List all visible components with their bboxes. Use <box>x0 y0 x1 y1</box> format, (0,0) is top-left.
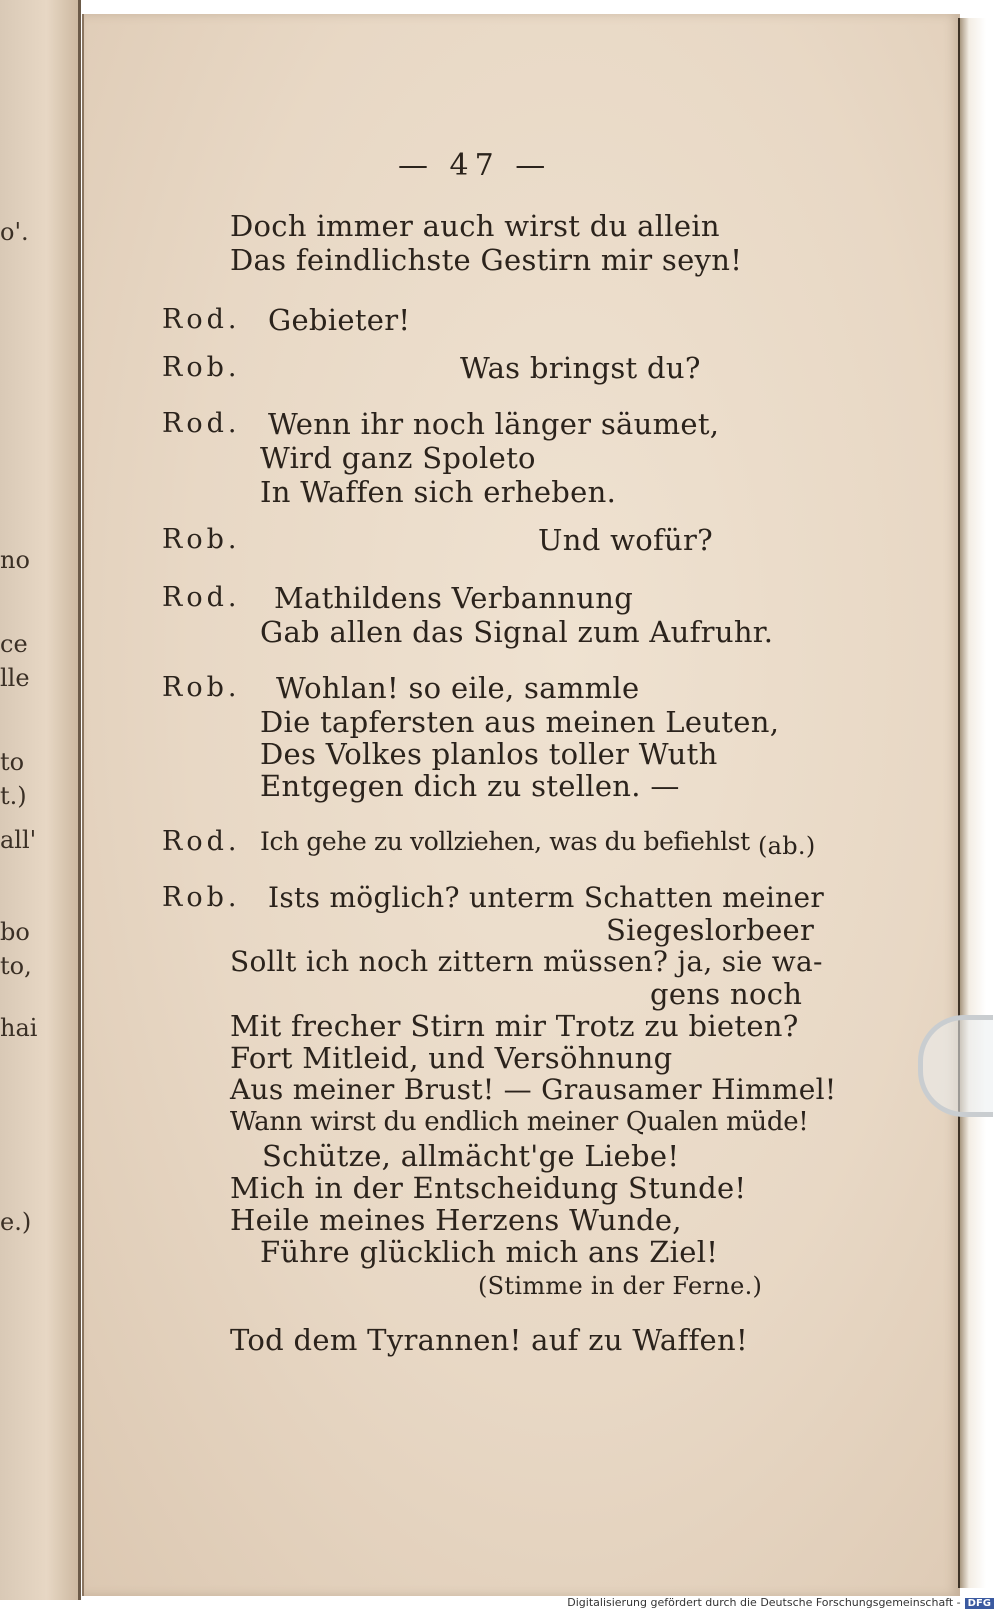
stage-direction: (Stimme in der Ferne.) <box>478 1272 763 1300</box>
dfg-logo: DFG <box>965 1598 994 1609</box>
facing-page-edge <box>0 0 81 1600</box>
margin-fragment: lle <box>0 664 30 692</box>
speaker-label: Rob. <box>162 672 241 703</box>
verse-line: Heile meines Herzens Wunde, <box>230 1203 682 1237</box>
stage-direction: (ab.) <box>758 832 816 860</box>
margin-fragment: no <box>0 546 30 574</box>
verse-line: Mathildens Verbannung <box>274 581 634 615</box>
verse-line: Schütze, allmächt'ge Liebe! <box>262 1139 680 1173</box>
speaker-label: Rob. <box>162 352 241 383</box>
verse-line: Führe glücklich mich ans Ziel! <box>260 1235 719 1269</box>
margin-fragment: ce <box>0 630 28 658</box>
verse-line: Fort Mitleid, und Versöhnung <box>230 1041 673 1075</box>
verse-line: Entgegen dich zu stellen. — <box>260 769 680 803</box>
speaker-label: Rod. <box>162 826 241 857</box>
verse-line: Das feindlichste Gestirn mir seyn! <box>230 243 743 277</box>
verse-line: Was bringst du? <box>460 351 701 385</box>
verse-line: Gebieter! <box>268 303 411 337</box>
page-stack-edge <box>958 18 986 1588</box>
verse-line: Doch immer auch wirst du allein <box>230 209 720 243</box>
margin-fragment: to, <box>0 952 32 980</box>
verse-line: In Waffen sich erheben. <box>260 475 617 509</box>
margin-fragment: e.) <box>0 1208 32 1236</box>
verse-line: Des Volkes planlos toller Wuth <box>260 737 718 771</box>
margin-fragment: bo <box>0 918 30 946</box>
verse-line: Die tapfersten aus meinen Leuten, <box>260 705 780 739</box>
speaker-label: Rod. <box>162 582 241 613</box>
verse-line: Wenn ihr noch länger säumet, <box>268 407 720 441</box>
verse-line: Wann wirst du endlich meiner Qualen müde! <box>230 1107 809 1137</box>
speaker-label: Rob. <box>162 524 241 555</box>
verse-line: Ists möglich? unterm Schatten meiner <box>268 881 825 914</box>
speaker-label: Rod. <box>162 408 241 439</box>
margin-fragment: o'. <box>0 218 29 246</box>
speaker-label: Rod. <box>162 304 241 335</box>
page-number: — 47 — <box>398 148 552 183</box>
margin-fragment: t.) <box>0 782 27 810</box>
verse-line: Und wofür? <box>538 523 714 557</box>
margin-fragment: hai <box>0 1014 38 1042</box>
verse-line: Gab allen das Signal zum Aufruhr. <box>260 615 774 649</box>
verse-line: Mich in der Entscheidung Stunde! <box>230 1171 747 1205</box>
verse-line: Sollt ich noch zittern müssen? ja, sie wa- <box>230 945 823 978</box>
verse-line: gens noch <box>650 977 803 1011</box>
verse-line: Wird ganz Spoleto <box>260 441 536 475</box>
verse-line: Wohlan! so eile, sammle <box>276 671 640 705</box>
verse-line: Mit frecher Stirn mir Trotz zu bieten? <box>230 1009 799 1043</box>
speaker-label: Rob. <box>162 882 241 913</box>
verse-line: Ich gehe zu vollziehen, was du befiehlst <box>260 827 750 856</box>
margin-fragment: to <box>0 748 25 776</box>
margin-fragment: all' <box>0 826 37 854</box>
verse-line: Aus meiner Brust! — Grausamer Himmel! <box>230 1073 837 1106</box>
page-clip <box>918 1015 993 1117</box>
credit-text: Digitalisierung gefördert durch die Deutsche Forschungsgemeinschaft - <box>567 1596 961 1609</box>
verse-line: Siegeslorbeer <box>606 913 815 947</box>
verse-line: Tod dem Tyrannen! auf zu Waffen! <box>230 1323 748 1357</box>
digitization-credit <box>567 1596 994 1609</box>
